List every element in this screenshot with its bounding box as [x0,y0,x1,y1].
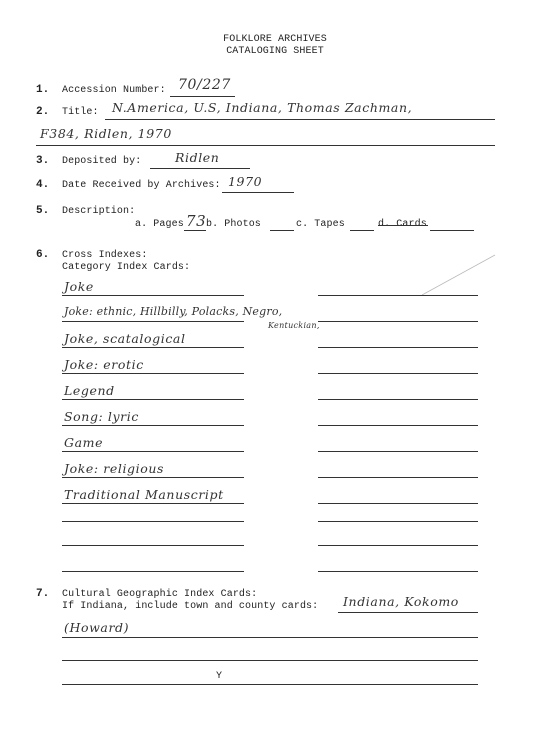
cross-indexes-label: Cross Indexes: [62,250,148,261]
category-line-left [62,545,244,546]
category-line-right [318,295,478,296]
category-card-4: Joke: erotic [64,357,144,372]
cultural-line-2 [62,637,478,638]
photos-line [270,230,294,231]
category-line-right [318,571,478,572]
archive-title: FOLKLORE ARCHIVES [223,34,327,45]
category-card-7: Game [64,435,104,450]
footer-mark: Y [216,671,223,682]
item-number-4: 4. [36,179,50,191]
category-line-right [318,521,478,522]
cultural-line-1 [338,612,478,613]
title-label: Title: [62,107,99,118]
deposited-line [150,168,250,169]
category-line-right [318,347,478,348]
date-received-line [222,192,294,193]
cultural-line-3 [62,660,478,661]
accession-line [170,96,235,97]
category-line-right [318,503,478,504]
category-line-left [62,295,244,296]
cultural-line-4 [62,684,478,685]
date-received-value: 1970 [228,174,263,189]
category-line-right [318,425,478,426]
pencil-mark [420,250,500,300]
category-card-1: Joke [64,279,94,294]
item-number-2: 2. [36,106,50,118]
category-line-left [62,425,244,426]
cultural-value-line1: Indiana, Kokomo [343,594,459,609]
category-line-left [62,347,244,348]
description-label: Description: [62,206,136,217]
cultural-value-line2: (Howard) [64,620,130,635]
category-card-9: Traditional Manuscript [64,487,224,502]
accession-value: 70/227 [178,77,231,93]
pages-value: 73 [186,212,207,230]
category-line-left [62,321,244,322]
deposited-value: Ridlen [175,150,220,165]
category-cards-label: Category Index Cards: [62,262,191,273]
category-line-left [62,503,244,504]
pages-line [184,230,206,231]
category-line-left [62,451,244,452]
category-line-right [318,373,478,374]
category-card-2: Joke: ethnic, Hillbilly, Polacks, Negro, [64,305,283,318]
category-line-right [318,451,478,452]
category-card-3: Joke, scatalogical [64,331,186,346]
category-line-right [318,399,478,400]
pages-label: a. Pages [135,219,184,230]
title-line-1 [105,119,495,120]
cards-line [430,230,474,231]
category-line-left [62,399,244,400]
item-number-6: 6. [36,249,50,261]
cards-label: d. Cards [378,219,427,230]
category-line-right [318,321,478,322]
item-number-7: 7. [36,588,50,600]
tapes-label: c. Tapes [296,219,345,230]
accession-label: Accession Number: [62,85,166,96]
date-received-label: Date Received by Archives: [62,180,221,191]
category-line-right [318,477,478,478]
category-card-5: Legend [64,383,115,398]
deposited-label: Deposited by: [62,156,142,167]
photos-label: b. Photos [206,219,261,230]
category-line-left [62,521,244,522]
tapes-line [350,230,374,231]
category-line-left [62,373,244,374]
category-line-left [62,571,244,572]
category-line-right [318,545,478,546]
title-value-line1: N.America, U.S, Indiana, Thomas Zachman, [112,100,413,115]
item-number-1: 1. [36,84,50,96]
category-card-6: Song: lyric [64,409,139,424]
title-line-2 [36,145,495,146]
cultural-label: Cultural Geographic Index Cards: [62,589,258,600]
category-card-2-note: Kentuckian, [268,321,320,330]
item-number-5: 5. [36,205,50,217]
cards-strike [378,225,428,226]
item-number-3: 3. [36,155,50,167]
sheet-title: CATALOGING SHEET [226,46,324,57]
category-line-left [62,477,244,478]
category-card-8: Joke: religious [64,461,165,476]
cultural-sublabel: If Indiana, include town and county cards: [62,601,319,612]
title-value-line2: F384, Ridlen, 1970 [40,126,172,141]
